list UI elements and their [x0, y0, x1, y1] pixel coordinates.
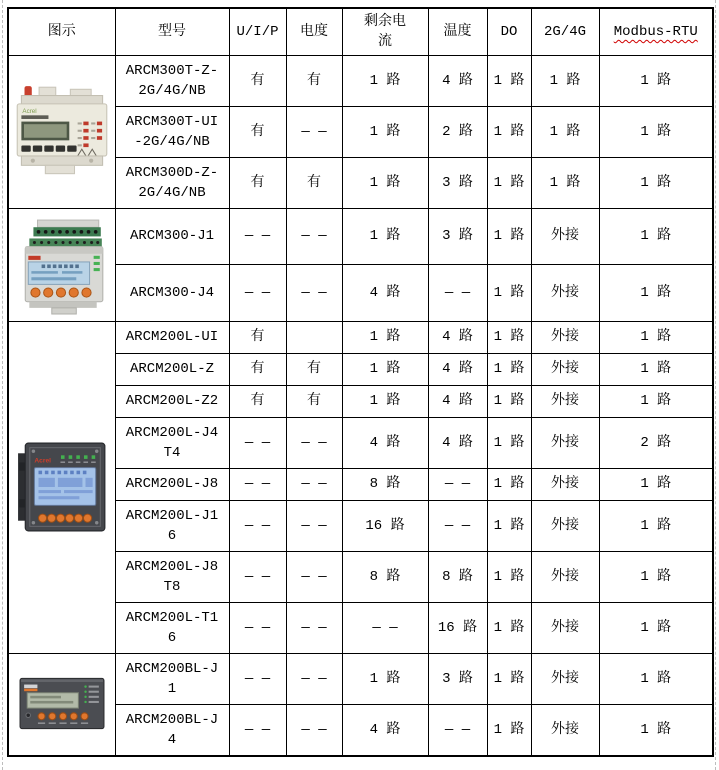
header-model: [115, 8, 229, 55]
cell-temperature: 2 路: [428, 106, 487, 157]
arcm300-din-meter-photo: [12, 84, 112, 180]
header-do: [487, 8, 531, 55]
brand-logo-text: Acrel: [34, 457, 51, 465]
cell-energy: — —: [286, 602, 342, 653]
cell-temperature: — —: [428, 704, 487, 756]
cell-uip: — —: [229, 265, 286, 322]
cell-model: ARCM200L-T16: [115, 602, 229, 653]
cell-do: 1 路: [487, 417, 531, 468]
cell-do: 1 路: [487, 208, 531, 265]
cell-do: 1 路: [487, 265, 531, 322]
cell-energy: [286, 321, 342, 353]
cell-energy: — —: [286, 500, 342, 551]
cell-model: ARCM300T-Z-2G/4G/NB: [115, 55, 229, 106]
arcm300j-din-meter-photo: [13, 211, 111, 319]
cell-uip: — —: [229, 208, 286, 265]
cell-energy: 有: [286, 157, 342, 208]
cell-modbus-rtu: 1 路: [599, 157, 713, 208]
cell-modbus-rtu: 1 路: [599, 468, 713, 500]
product-spec-table: [7, 7, 714, 757]
cell-modbus-rtu: 1 路: [599, 208, 713, 265]
cell-residual-current: 1 路: [342, 321, 428, 353]
cell-modbus-rtu: 1 路: [599, 106, 713, 157]
cell-temperature: — —: [428, 468, 487, 500]
cell-2g4g: 外接: [531, 385, 599, 417]
cell-model: ARCM200BL-J4: [115, 704, 229, 756]
header-energy: [286, 8, 342, 55]
header-temperature: [428, 8, 487, 55]
brand-logo-mark: [28, 255, 40, 259]
cell-uip: — —: [229, 551, 286, 602]
cell-residual-current: 4 路: [342, 417, 428, 468]
cell-temperature: 8 路: [428, 551, 487, 602]
cell-2g4g: 外接: [531, 468, 599, 500]
header-label: 剩余电流: [364, 13, 406, 50]
product-photo-cell: [8, 653, 115, 756]
cell-modbus-rtu: 1 路: [599, 551, 713, 602]
cell-residual-current: 4 路: [342, 704, 428, 756]
header-row: [8, 8, 713, 55]
cell-uip: 有: [229, 55, 286, 106]
product-photo-cell: [8, 321, 115, 653]
cell-do: 1 路: [487, 321, 531, 353]
cell-energy: — —: [286, 265, 342, 322]
cell-uip: 有: [229, 157, 286, 208]
page-margin-guide-right: [715, 0, 716, 770]
cell-temperature: 4 路: [428, 321, 487, 353]
cell-model: ARCM200L-Z: [115, 353, 229, 385]
header-residual-current: [342, 8, 428, 55]
header-modbus-rtu: [599, 8, 713, 55]
cell-uip: — —: [229, 602, 286, 653]
header-label: U/I/P: [236, 23, 279, 40]
cell-modbus-rtu: 2 路: [599, 417, 713, 468]
cell-temperature: 16 路: [428, 602, 487, 653]
cell-temperature: 3 路: [428, 653, 487, 704]
cell-energy: — —: [286, 551, 342, 602]
cell-modbus-rtu: 1 路: [599, 602, 713, 653]
cell-temperature: — —: [428, 265, 487, 322]
cell-modbus-rtu: 1 路: [599, 353, 713, 385]
cell-uip: — —: [229, 417, 286, 468]
cell-model: ARCM200L-J8T8: [115, 551, 229, 602]
cell-residual-current: 1 路: [342, 55, 428, 106]
cell-energy: — —: [286, 468, 342, 500]
cell-model: ARCM200L-Z2: [115, 385, 229, 417]
cell-do: 1 路: [487, 468, 531, 500]
cell-residual-current: 1 路: [342, 208, 428, 265]
cell-uip: — —: [229, 500, 286, 551]
cell-model: ARCM300D-Z-2G/4G/NB: [115, 157, 229, 208]
cell-temperature: 3 路: [428, 208, 487, 265]
cell-do: 1 路: [487, 385, 531, 417]
cell-model: ARCM200L-J16: [115, 500, 229, 551]
cell-do: 1 路: [487, 653, 531, 704]
cell-uip: 有: [229, 385, 286, 417]
header-label: Modbus-RTU: [613, 23, 698, 40]
header-illustration: [8, 8, 115, 55]
cell-modbus-rtu: 1 路: [599, 500, 713, 551]
header-label: 图示: [47, 23, 76, 40]
header-label: 2G/4G: [543, 23, 586, 40]
cell-residual-current: — —: [342, 602, 428, 653]
cell-do: 1 路: [487, 500, 531, 551]
cell-model: ARCM300-J1: [115, 208, 229, 265]
cell-residual-current: 8 路: [342, 551, 428, 602]
cell-2g4g: 外接: [531, 551, 599, 602]
cell-temperature: — —: [428, 500, 487, 551]
cell-do: 1 路: [487, 704, 531, 756]
cell-2g4g: 外接: [531, 417, 599, 468]
cell-residual-current: 16 路: [342, 500, 428, 551]
cell-residual-current: 8 路: [342, 468, 428, 500]
cell-do: 1 路: [487, 55, 531, 106]
product-photo-cell: [8, 55, 115, 208]
cell-model: ARCM200L-J4T4: [115, 417, 229, 468]
cell-energy: — —: [286, 417, 342, 468]
cell-uip: — —: [229, 704, 286, 756]
cell-energy: — —: [286, 208, 342, 265]
cell-2g4g: 1 路: [531, 106, 599, 157]
cell-temperature: 4 路: [428, 417, 487, 468]
cell-modbus-rtu: 1 路: [599, 55, 713, 106]
cell-residual-current: 1 路: [342, 106, 428, 157]
cell-2g4g: 外接: [531, 704, 599, 756]
cell-2g4g: 外接: [531, 500, 599, 551]
header-label: 型号: [158, 23, 186, 40]
lcd-screen: [27, 693, 78, 708]
cell-modbus-rtu: 1 路: [599, 385, 713, 417]
cell-2g4g: 1 路: [531, 55, 599, 106]
cell-temperature: 3 路: [428, 157, 487, 208]
table-row: [8, 208, 713, 265]
cell-residual-current: 1 路: [342, 653, 428, 704]
cell-energy: — —: [286, 653, 342, 704]
arcm200bl-panel-meter-photo: [19, 677, 105, 731]
cell-do: 1 路: [487, 353, 531, 385]
cell-2g4g: 外接: [531, 208, 599, 265]
cell-2g4g: 外接: [531, 321, 599, 353]
cell-model: ARCM300T-UI-2G/4G/NB: [115, 106, 229, 157]
cell-2g4g: 外接: [531, 353, 599, 385]
cell-residual-current: 1 路: [342, 385, 428, 417]
cell-temperature: 4 路: [428, 353, 487, 385]
brand-logo-mark: [24, 685, 37, 689]
cell-temperature: 4 路: [428, 385, 487, 417]
cell-uip: 有: [229, 353, 286, 385]
header-label: DO: [500, 23, 518, 40]
cell-uip: — —: [229, 468, 286, 500]
cell-energy: — —: [286, 704, 342, 756]
cell-model: ARCM300-J4: [115, 265, 229, 322]
cell-2g4g: 外接: [531, 653, 599, 704]
cell-do: 1 路: [487, 602, 531, 653]
cell-do: 1 路: [487, 157, 531, 208]
cell-modbus-rtu: 1 路: [599, 653, 713, 704]
cell-uip: 有: [229, 106, 286, 157]
cell-model: ARCM200L-J8: [115, 468, 229, 500]
product-photo-cell: [8, 208, 115, 321]
table-row: [8, 55, 713, 106]
cell-model: ARCM200BL-J1: [115, 653, 229, 704]
cell-energy: 有: [286, 385, 342, 417]
cell-energy: 有: [286, 353, 342, 385]
cell-residual-current: 1 路: [342, 353, 428, 385]
header-label: 电度: [300, 23, 328, 40]
header-label: 温度: [443, 23, 472, 40]
cell-residual-current: 4 路: [342, 265, 428, 322]
cell-2g4g: 1 路: [531, 157, 599, 208]
header-uip: [229, 8, 286, 55]
button: [21, 145, 30, 151]
arcm200l-panel-meter-photo: [17, 440, 107, 534]
cell-do: 1 路: [487, 106, 531, 157]
cell-residual-current: 1 路: [342, 157, 428, 208]
brand-logo-text: Acrel: [22, 107, 37, 115]
cell-modbus-rtu: 1 路: [599, 704, 713, 756]
cell-uip: — —: [229, 653, 286, 704]
cell-model: ARCM200L-UI: [115, 321, 229, 353]
cell-2g4g: 外接: [531, 265, 599, 322]
cell-uip: 有: [229, 321, 286, 353]
page-margin-guide-left: [2, 0, 3, 770]
cell-temperature: 4 路: [428, 55, 487, 106]
cell-do: 1 路: [487, 551, 531, 602]
cell-2g4g: 外接: [531, 602, 599, 653]
cell-energy: — —: [286, 106, 342, 157]
cell-modbus-rtu: 1 路: [599, 321, 713, 353]
cell-modbus-rtu: 1 路: [599, 265, 713, 322]
table-row: [8, 321, 713, 353]
table-row: [8, 653, 713, 704]
header-2g4g: [531, 8, 599, 55]
cell-energy: 有: [286, 55, 342, 106]
